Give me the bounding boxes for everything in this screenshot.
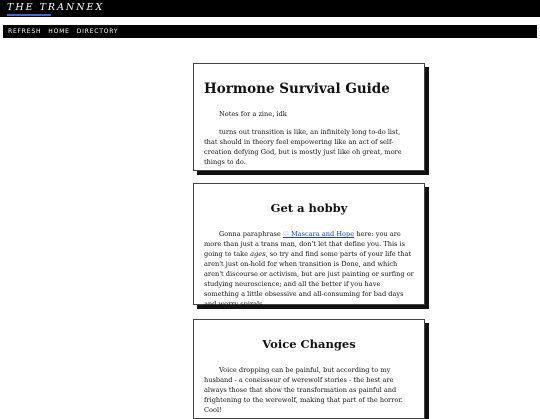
card-body: Voice dropping can be painful, but according to my husband - a coneisseur of werewolf stories - the best are always those that show the transformation as painful and frightening to the werewolf, making that part of the horror. Cool! [204, 366, 403, 414]
card-title: Hormone Survival Guide [204, 81, 390, 97]
card-voice-changes [193, 319, 425, 419]
nav-directory-link[interactable]: DIRECTORY [76, 28, 119, 35]
card-subtitle: Notes for a zine, idk [219, 110, 287, 118]
site-title[interactable]: THE TRANNEX [7, 2, 105, 13]
body-emphasis: ages [250, 250, 266, 258]
site-header [0, 0, 540, 17]
body-prefix: Gonna paraphrase [219, 230, 283, 238]
card-body [204, 229, 414, 309]
nav-refresh-link[interactable]: REFRESH [8, 28, 42, 35]
mascara-and-hope-link[interactable]: ♡ Mascara and Hope [282, 230, 355, 238]
body-suffix: , so try and find some parts of your life that aren't just on-hold for when transition is Done, and which aren't discourse or activism, but are just painting or surfing or studying neuroscience; and all the better if you have something a little obsessive and all-consuming for bad days and worry spirals. [204, 250, 414, 308]
nav-bar [3, 25, 537, 38]
card-title: Get a hobby [270, 201, 348, 215]
card-title: Voice Changes [262, 337, 356, 351]
card-get-a-hobby [193, 183, 425, 308]
title-underline [7, 14, 51, 16]
card-body: turns out transition is like, an infinitely long to-do list, that should in theory feel empowering like an act of self-creation defying God, but is mostly just like oh great, more things to do. [204, 128, 402, 166]
card-hormone-survival-guide [193, 63, 425, 171]
nav-home-link[interactable]: HOME [48, 28, 70, 35]
body-middle: here: you are more than just a trans man, don't let that define you. This is going to take [204, 230, 406, 258]
